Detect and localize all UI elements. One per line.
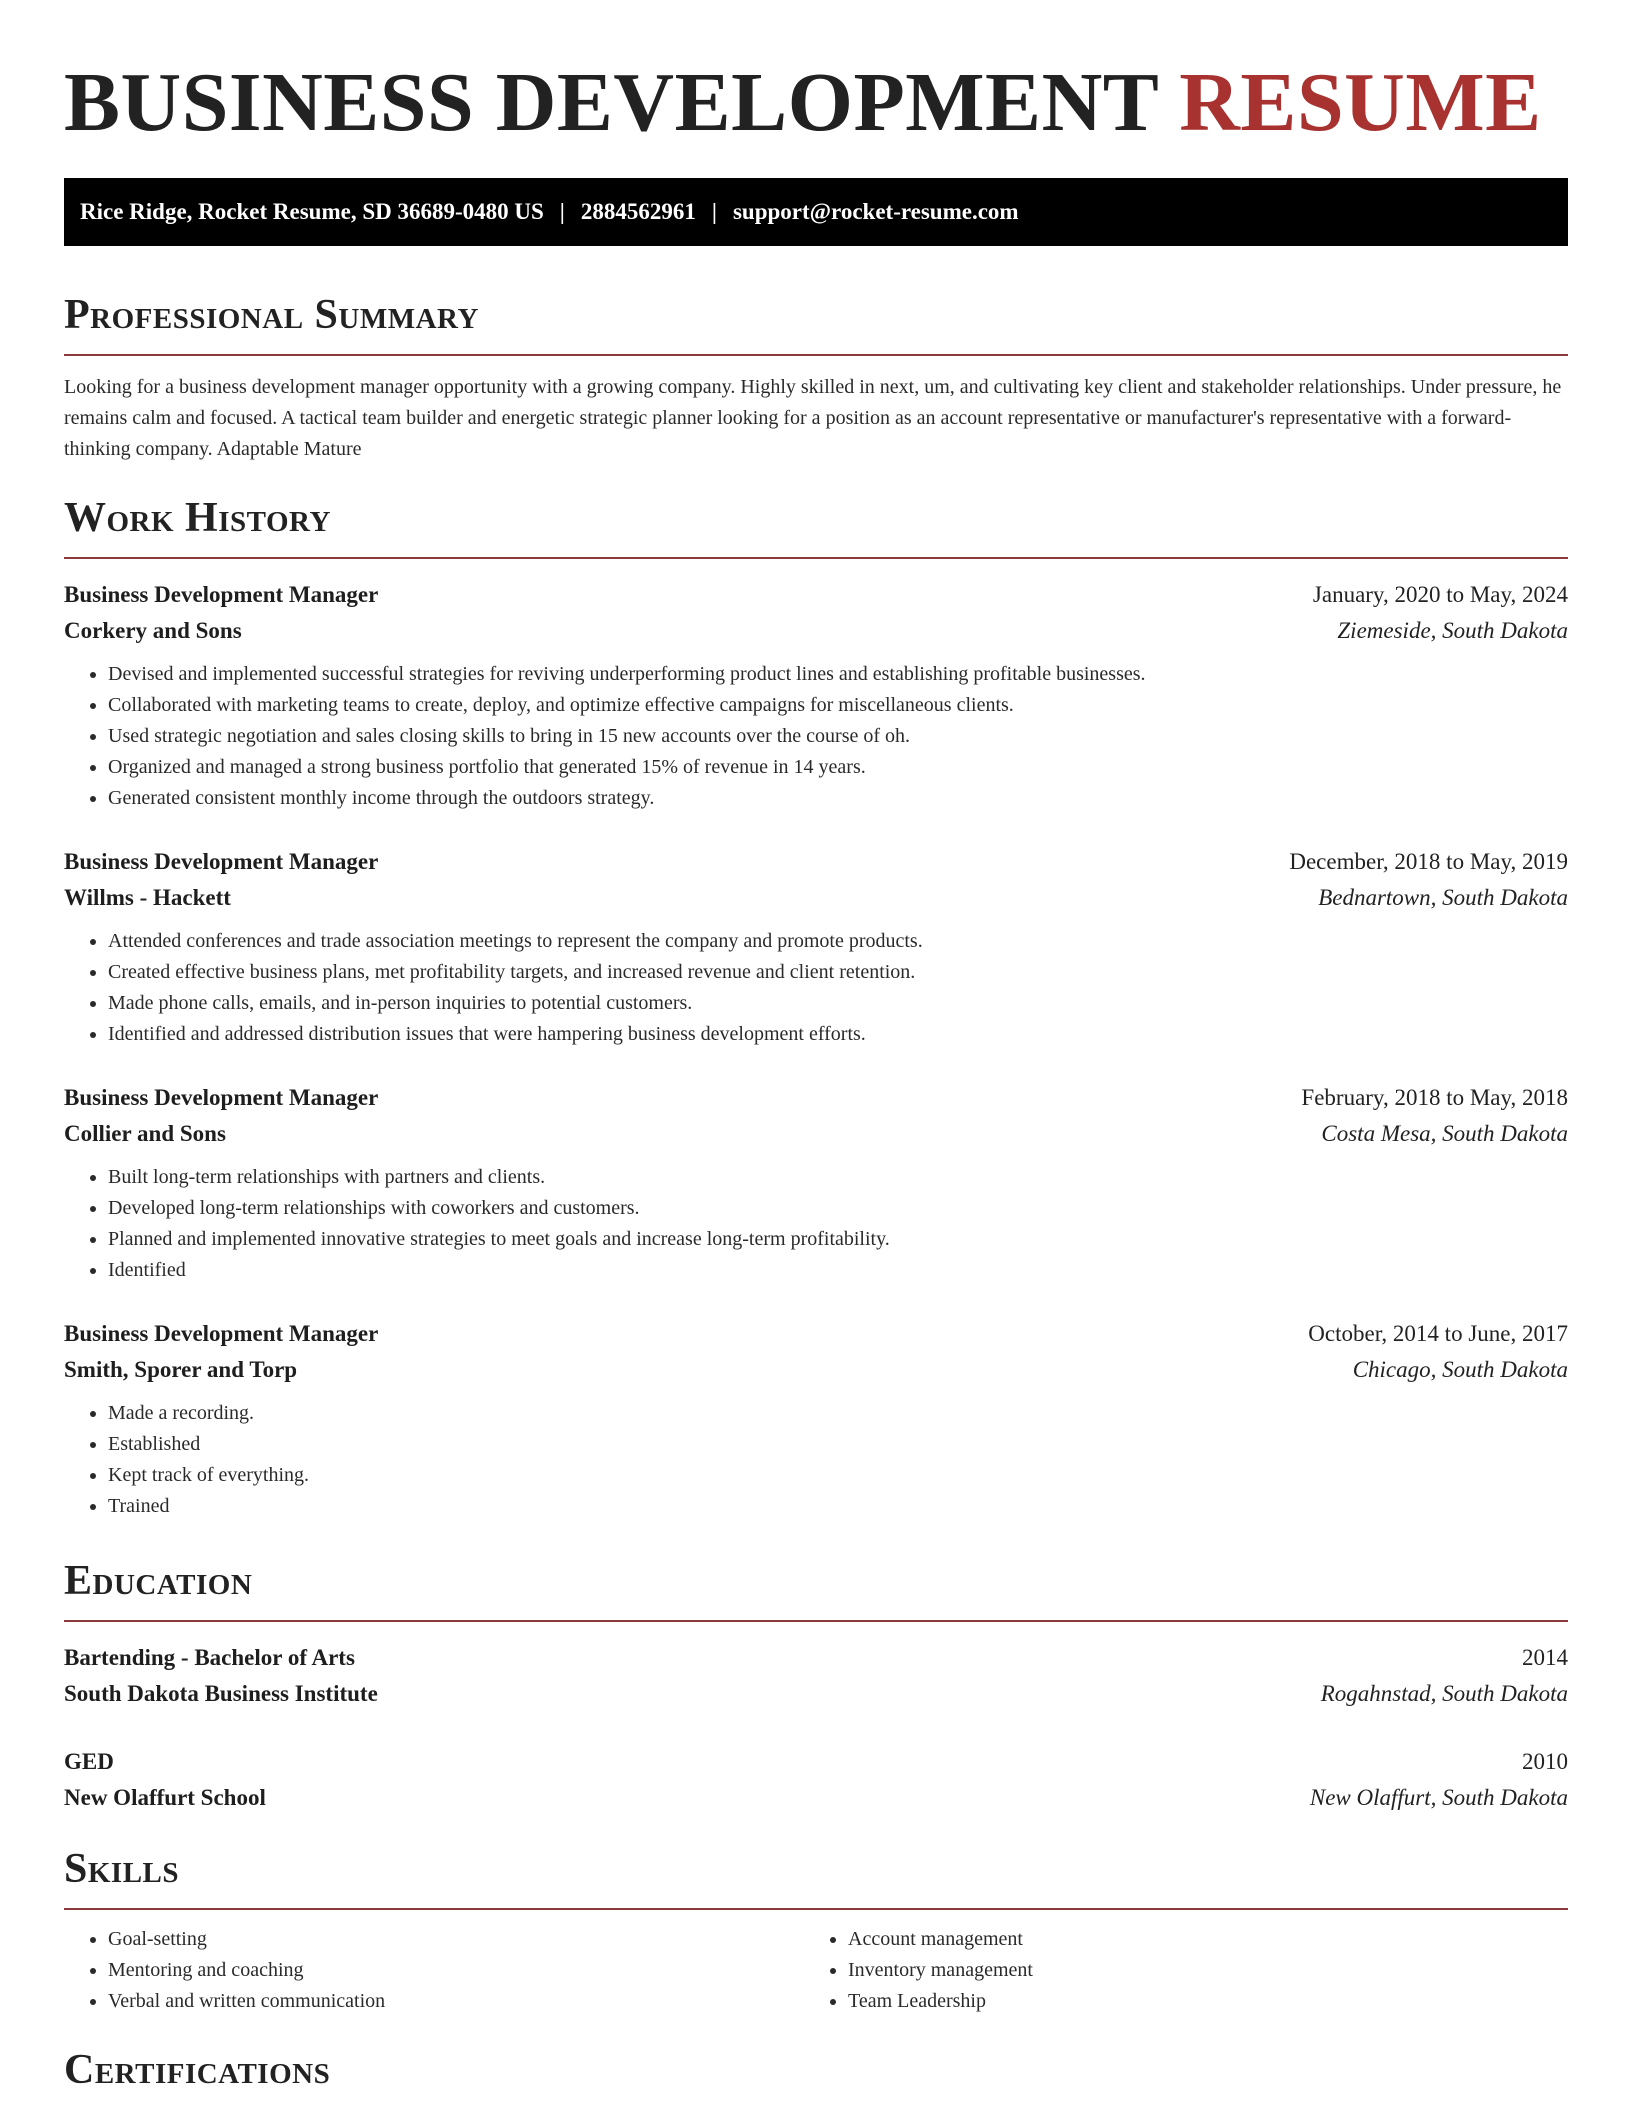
- edu-degree: GED: [64, 1749, 114, 1774]
- edu-year: 2010: [1522, 1749, 1568, 1774]
- contact-bar: [64, 178, 1568, 246]
- summary-text: Looking for a business development manager opportunity with a growing company. Highly skilled in next, um, and cultivating key client and stakeholder relationships. Under pressure, he remains calm and focused. A tactical team builder and energetic strategic planner looking for a position as an account representative or manufacturer's representative with a forward-thinking company. Adaptable Mature: [64, 376, 1562, 460]
- job-company: Corkery and Sons: [64, 618, 242, 643]
- job-bullet: • Identified and addressed distribution issues that were hampering business development efforts.: [108, 1019, 1568, 1050]
- job-bullet: • Devised and implemented successful strategies for reviving underperforming product lines and establishing profitable businesses.: [108, 659, 1568, 690]
- skill-item: • Account management: [848, 1924, 1544, 1955]
- skill-item: • Team Leadership: [848, 1986, 1544, 2017]
- resume-title: [64, 58, 1568, 148]
- resume-page: [64, 0, 1568, 2109]
- job-bullet: • Used strategic negotiation and sales closing skills to bring in 15 new accounts over the course of oh.: [108, 721, 1568, 752]
- education-heading: Education: [64, 1556, 1568, 1622]
- skill-item: • Verbal and written communication: [108, 1986, 804, 2017]
- job-company: Collier and Sons: [64, 1121, 226, 1146]
- job-bullets: [64, 926, 1568, 1050]
- skills-heading: Skills: [64, 1844, 1568, 1910]
- job-bullet: • Trained: [108, 1491, 1568, 1522]
- job-bullet: • Kept track of everything.: [108, 1460, 1568, 1491]
- job-bullets: [64, 1162, 1568, 1286]
- certifications-heading: Certifications: [64, 2047, 331, 2093]
- edu-location: New Olaffurt, South Dakota: [1309, 1785, 1568, 1810]
- job-bullet: • Attended conferences and trade association meetings to represent the company and promote products.: [108, 926, 1568, 957]
- job-bullet: • Collaborated with marketing teams to create, deploy, and optimize effective campaigns for miscellaneous clients.: [108, 690, 1568, 721]
- title-main: BUSINESS DEVELOPMENT: [64, 56, 1158, 149]
- job-bullet: • Organized and managed a strong business portfolio that generated 15% of revenue in 14 years.: [108, 752, 1568, 783]
- edu-school: South Dakota Business Institute: [64, 1681, 378, 1706]
- job-bullet: • Planned and implemented innovative strategies to meet goals and increase long-term profitability.: [108, 1224, 1568, 1255]
- job-entry: [64, 1316, 1568, 1522]
- job-bullet: • Generated consistent monthly income through the outdoors strategy.: [108, 783, 1568, 814]
- contact-separator: |: [559, 199, 565, 224]
- job-company: Willms - Hackett: [64, 885, 231, 910]
- skills-column-right: [804, 1924, 1544, 2017]
- job-bullet: • Built long-term relationships with partners and clients.: [108, 1162, 1568, 1193]
- job-dates: December, 2018 to May, 2019: [1289, 849, 1568, 874]
- edu-school: New Olaffurt School: [64, 1785, 266, 1810]
- job-title: Business Development Manager: [64, 1321, 379, 1346]
- job-bullet: • Created effective business plans, met profitability targets, and increased revenue and client retention.: [108, 957, 1568, 988]
- contact-email[interactable]: support@rocket-resume.com: [732, 199, 1019, 224]
- job-entry: [64, 1080, 1568, 1286]
- job-bullet: • Identified: [108, 1255, 1568, 1286]
- contact-phone: 2884562961: [580, 199, 696, 224]
- edu-location: Rogahnstad, South Dakota: [1320, 1681, 1568, 1706]
- work-history-heading: Work History: [64, 493, 1568, 559]
- job-title: Business Development Manager: [64, 849, 379, 874]
- job-bullets: [64, 1398, 1568, 1522]
- contact-separator: |: [711, 199, 717, 224]
- edu-degree: Bartending - Bachelor of Arts: [64, 1645, 355, 1670]
- job-location: Ziemeside, South Dakota: [1337, 618, 1568, 643]
- job-entry: [64, 577, 1568, 814]
- job-bullet: • Made phone calls, emails, and in-person inquiries to potential customers.: [108, 988, 1568, 1019]
- summary-heading: Professional Summary: [64, 290, 1568, 356]
- job-title: Business Development Manager: [64, 582, 379, 607]
- education-entry: [64, 1640, 1568, 1712]
- education-entry: [64, 1744, 1568, 1816]
- skill-item: • Mentoring and coaching: [108, 1955, 804, 1986]
- skill-item: • Goal-setting: [108, 1924, 804, 1955]
- job-bullet: • Established: [108, 1429, 1568, 1460]
- skills-column-left: [64, 1924, 804, 2017]
- job-dates: February, 2018 to May, 2018: [1301, 1085, 1568, 1110]
- job-dates: October, 2014 to June, 2017: [1308, 1321, 1568, 1346]
- title-accent: RESUME: [1179, 56, 1542, 149]
- skill-item: • Inventory management: [848, 1955, 1544, 1986]
- job-bullet: • Made a recording.: [108, 1398, 1568, 1429]
- skills-grid: [64, 1924, 1568, 2017]
- job-dates: January, 2020 to May, 2024: [1312, 582, 1568, 607]
- job-bullets: [64, 659, 1568, 814]
- job-location: Costa Mesa, South Dakota: [1321, 1121, 1568, 1146]
- job-company: Smith, Sporer and Torp: [64, 1357, 298, 1382]
- job-title: Business Development Manager: [64, 1085, 379, 1110]
- job-bullet: • Developed long-term relationships with coworkers and customers.: [108, 1193, 1568, 1224]
- job-location: Chicago, South Dakota: [1352, 1357, 1568, 1382]
- edu-year: 2014: [1522, 1645, 1568, 1670]
- job-entry: [64, 844, 1568, 1050]
- job-location: Bednartown, South Dakota: [1318, 885, 1568, 910]
- contact-address: Rice Ridge, Rocket Resume, SD 36689-0480 US: [80, 199, 544, 224]
